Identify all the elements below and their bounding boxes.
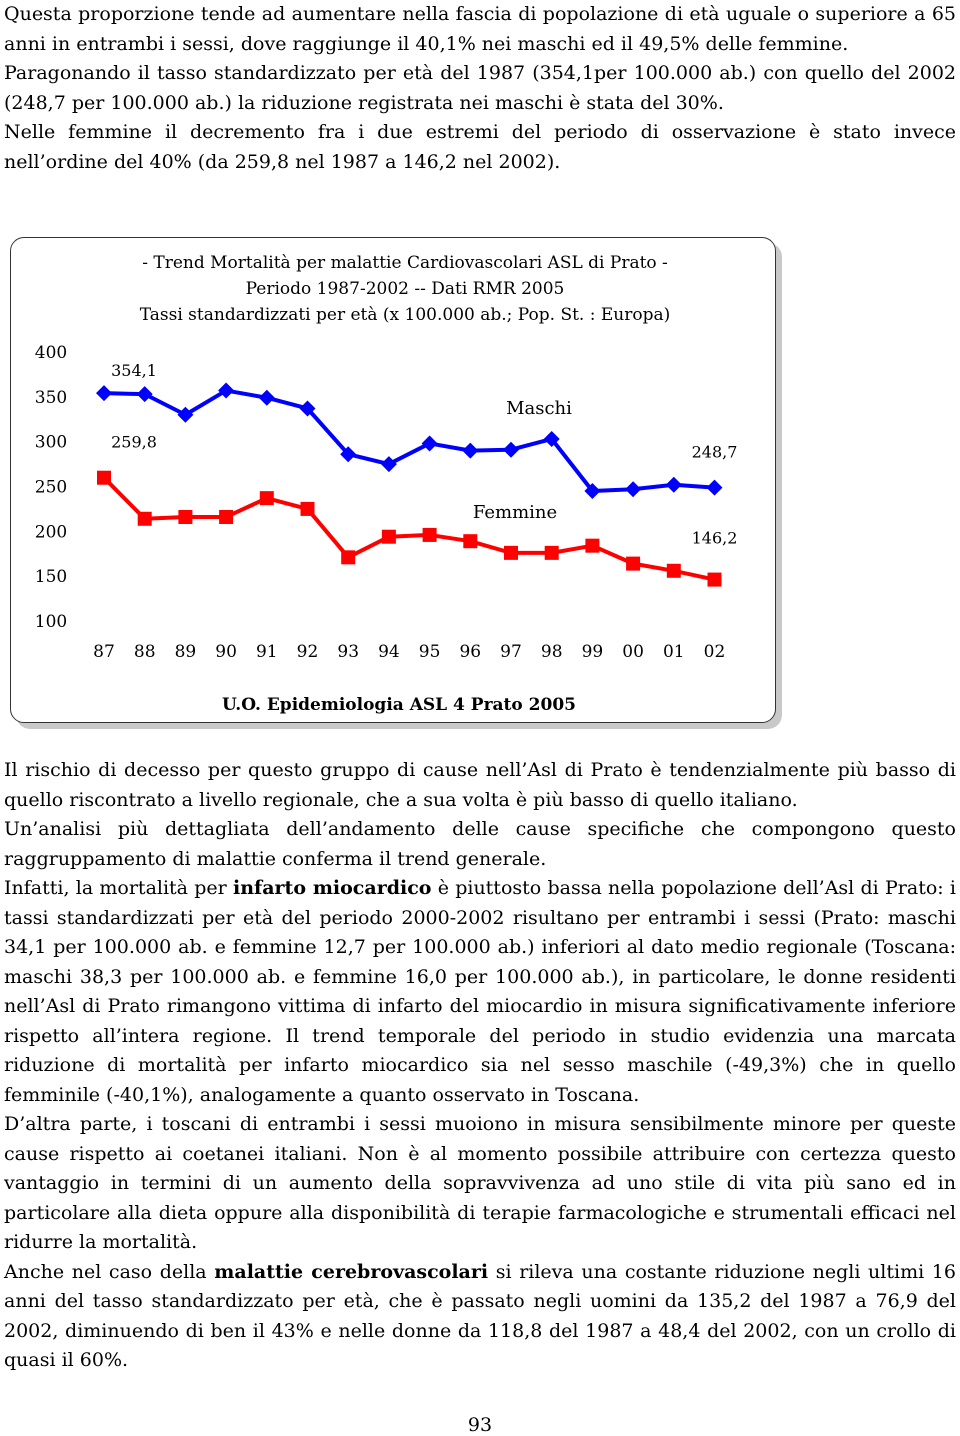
- data-point-femmine: [178, 510, 192, 524]
- bold-term: infarto miocardico: [233, 877, 432, 899]
- data-point-maschi: [422, 435, 438, 451]
- text-run: Un’analisi più dettagliata dell’andamento delle cause specifiche che compongono questo raggruppamento di malattie conferma il trend generale.: [4, 818, 956, 870]
- paragraph-3: [4, 874, 956, 1110]
- data-point-femmine: [423, 528, 437, 542]
- data-point-femmine: [382, 530, 396, 544]
- paragraph-5: [4, 1258, 956, 1376]
- x-tick-label: 89: [174, 642, 197, 662]
- x-tick-label: 00: [622, 642, 644, 662]
- x-tick-label: 01: [662, 642, 685, 662]
- data-point-maschi: [625, 481, 641, 497]
- series-line-maschi: [104, 391, 715, 491]
- x-tick-label: 99: [581, 642, 604, 662]
- paragraph-2: [4, 815, 956, 874]
- data-point-femmine: [585, 539, 599, 553]
- x-tick-label: 94: [378, 642, 400, 662]
- data-point-femmine: [626, 557, 640, 571]
- data-point-femmine: [463, 534, 477, 548]
- data-label: 354,1: [111, 361, 157, 381]
- y-tick-label: 300: [34, 432, 68, 453]
- data-point-maschi: [96, 385, 112, 401]
- data-point-maschi: [707, 480, 723, 496]
- chart-source: U.O. Epidemiologia ASL 4 Prato 2005: [222, 695, 576, 715]
- y-tick-label: 250: [34, 477, 68, 498]
- text-run: si rileva una costante riduzione negli ultimi 16 anni del tasso standardizzato per età, che è passato negli uomini da 135,2 del 1987 a 76,9 del 2002, diminuendo di ben il 43% e nelle donne da 118,8 del 1987 a 48,4 del 2002, con un crollo di quasi il 60%.: [4, 1260, 956, 1371]
- x-tick-label: 93: [337, 642, 360, 662]
- data-point-femmine: [708, 573, 722, 587]
- data-point-maschi: [259, 390, 275, 406]
- y-tick-label: 200: [34, 522, 68, 543]
- data-point-maschi: [137, 386, 153, 402]
- data-point-femmine: [138, 512, 152, 526]
- bold-term: malattie cerebrovascolari: [214, 1260, 489, 1283]
- data-point-femmine: [545, 546, 559, 560]
- text-run: D’altra parte, i toscani di entrambi i sessi muoiono in misura sensibilmente minore per queste cause rispetto ai coetanei italiani. Non è al momento possibile attribuire con certezza questo vantaggio in termini di un aumento della sopravvivenza ad uno stile di vita più sano ed in particolare alla dieta oppure alla disponibilità di terapie farmacologiche e strumentali efficaci nel ridurre la mortalità.: [4, 1113, 956, 1253]
- data-point-femmine: [219, 510, 233, 524]
- text-run: è piuttosto bassa nella popolazione dell’Asl di Prato: i tassi standardizzati per età del periodo 2000-2002 risultano per entrambi i sessi (Prato: maschi 34,1 per 100.000 ab. e femmine 12,7 per 100.000 ab.) inferiori al dato medio regionale (Toscana: maschi 38,3 per 100.000 ab. e femmine 16,0 per 100.000 ab.), in particolare, le donne residenti nell’Asl di Prato rimangono vittima di infarto del miocardio in misura significativamente inferiore rispetto all’intera regione. Il trend temporale del periodo in studio evidenzia una marcata riduzione di mortalità per infarto miocardico sia nel sesso maschile (-49,3%) che in quello femminile (-40,1%), analogamente a quanto osservato in Toscana.: [4, 877, 956, 1106]
- x-tick-label: 96: [459, 642, 482, 662]
- x-tick-label: 02: [703, 642, 726, 662]
- intro-sentence-3: Nelle femmine il decremento fra i due estremi del periodo di osservazione è stato invece nell’ordine del 40% (da 259,8 nel 1987 a 146,2 nel 2002).: [4, 121, 956, 173]
- mortality-trend-chart: [11, 238, 775, 722]
- intro-sentence-2: Paragonando il tasso standardizzato per età del 1987 (354,1per 100.000 ab.) con quello del 2002 (248,7 per 100.000 ab.) la riduzione registrata nei maschi è stata del 30%.: [4, 62, 956, 114]
- data-point-femmine: [97, 471, 111, 485]
- paragraph-4: [4, 1110, 956, 1258]
- y-tick-label: 100: [34, 612, 68, 632]
- data-point-femmine: [301, 502, 315, 516]
- series-line-femmine: [104, 478, 715, 580]
- data-label: 146,2: [691, 528, 738, 548]
- text-run: Anche nel caso della: [4, 1260, 215, 1283]
- x-tick-label: 90: [215, 642, 237, 662]
- paragraph-1: [4, 756, 956, 815]
- series-name-label: Femmine: [472, 502, 558, 523]
- text-run: Il rischio di decesso per questo gruppo di cause nell’Asl di Prato è tendenzialmente più basso di quello riscontrato a livello regionale, che a sua volta è più basso di quello italiano.: [4, 759, 956, 811]
- data-label: 259,8: [111, 432, 157, 452]
- data-point-femmine: [260, 491, 274, 505]
- chart-frame: [10, 237, 776, 723]
- data-point-maschi: [462, 443, 478, 459]
- x-tick-label: 91: [255, 642, 278, 662]
- x-tick-label: 95: [418, 642, 441, 662]
- data-label: 248,7: [691, 442, 738, 462]
- data-point-femmine: [667, 564, 681, 578]
- chart-title-line: Periodo 1987-2002 -- Dati RMR 2005: [245, 279, 565, 299]
- data-point-maschi: [666, 477, 682, 493]
- x-tick-label: 88: [133, 642, 156, 662]
- x-tick-label: 87: [93, 642, 115, 662]
- series-name-label: Maschi: [506, 398, 572, 419]
- intro-sentence-1: Questa proporzione tende ad aumentare nella fascia di popolazione di età uguale o superiore a 65 anni in entrambi i sessi, dove raggiunge il 40,1% nei maschi ed il 49,5% delle femmine.: [4, 3, 956, 55]
- body-paragraphs: [4, 756, 956, 1376]
- y-tick-label: 150: [34, 567, 68, 588]
- x-tick-label: 97: [500, 642, 522, 662]
- data-point-femmine: [504, 546, 518, 560]
- x-tick-label: 92: [296, 642, 319, 662]
- data-point-maschi: [503, 442, 519, 458]
- data-point-femmine: [341, 550, 355, 564]
- intro-paragraph: [4, 0, 956, 177]
- y-tick-label: 350: [34, 387, 68, 408]
- text-run: Infatti, la mortalità per: [4, 877, 234, 899]
- x-tick-label: 98: [540, 642, 563, 662]
- chart-title-line: - Trend Mortalità per malattie Cardiovascolari ASL di Prato -: [142, 253, 668, 273]
- y-tick-label: 400: [34, 343, 68, 363]
- chart-title-line: Tassi standardizzati per età (x 100.000 ab.; Pop. St. : Europa): [139, 305, 671, 325]
- data-point-maschi: [381, 456, 397, 472]
- page-number: 93: [467, 1414, 493, 1436]
